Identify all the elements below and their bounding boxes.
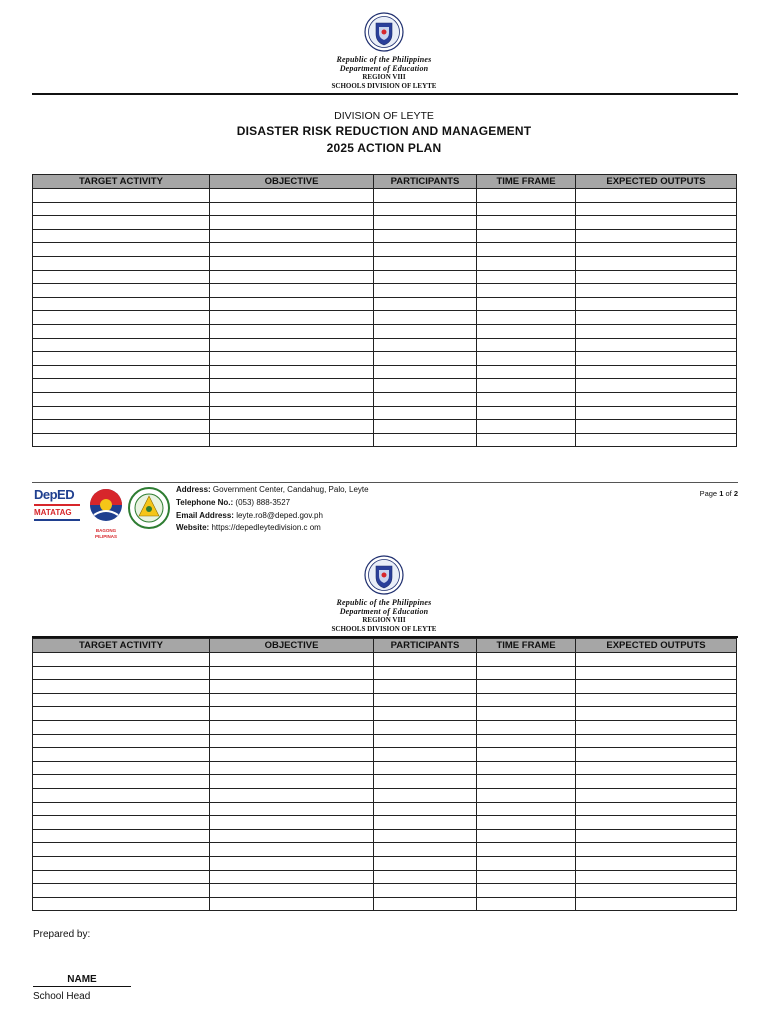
table-cell[interactable]	[576, 365, 737, 379]
table-cell[interactable]	[374, 693, 477, 707]
table-row	[33, 802, 737, 816]
table-cell[interactable]	[33, 666, 210, 680]
table-cell[interactable]	[210, 761, 374, 775]
col-objective: OBJECTIVE	[210, 639, 374, 653]
table-cell[interactable]	[477, 324, 576, 338]
header-republic: Republic of the Philippines	[336, 598, 432, 607]
action-plan-table-page2	[32, 638, 737, 911]
table-cell[interactable]	[33, 352, 210, 366]
table-cell[interactable]	[576, 788, 737, 802]
table-cell[interactable]	[33, 297, 210, 311]
address-line	[176, 484, 369, 497]
table-cell[interactable]	[210, 653, 374, 667]
table-row	[33, 365, 737, 379]
table-cell[interactable]	[210, 365, 374, 379]
deped-logo-text: DepED	[34, 487, 75, 502]
table-cell[interactable]	[576, 324, 737, 338]
table-cell[interactable]	[210, 829, 374, 843]
table-cell[interactable]	[374, 720, 477, 734]
table-cell[interactable]	[477, 297, 576, 311]
table-cell[interactable]	[477, 748, 576, 762]
table-row	[33, 311, 737, 325]
table-cell[interactable]	[477, 433, 576, 447]
table-cell[interactable]	[33, 843, 210, 857]
page-current: 1	[719, 489, 724, 498]
table-cell[interactable]	[33, 707, 210, 721]
table-cell[interactable]	[210, 666, 374, 680]
table-cell[interactable]	[210, 243, 374, 257]
table-cell[interactable]	[210, 229, 374, 243]
table-row	[33, 693, 737, 707]
table-cell[interactable]	[477, 775, 576, 789]
website-label: Website:	[176, 523, 210, 533]
table-cell[interactable]	[374, 775, 477, 789]
table-cell[interactable]	[33, 284, 210, 298]
table-cell[interactable]	[210, 324, 374, 338]
table-cell[interactable]	[210, 802, 374, 816]
table-cell[interactable]	[210, 338, 374, 352]
table-cell[interactable]	[374, 365, 477, 379]
table-cell[interactable]	[576, 761, 737, 775]
table-row	[33, 788, 737, 802]
header-division: SCHOOLS DIVISION OF LEYTE	[331, 82, 437, 90]
table-cell[interactable]	[576, 666, 737, 680]
table-cell[interactable]	[210, 816, 374, 830]
table-cell[interactable]	[576, 352, 737, 366]
table-cell[interactable]	[477, 843, 576, 857]
table-row	[33, 884, 737, 898]
telephone-value: (053) 888-3527	[235, 497, 291, 507]
table-cell[interactable]	[33, 243, 210, 257]
table-cell[interactable]	[477, 420, 576, 434]
table-cell[interactable]	[33, 365, 210, 379]
table-cell[interactable]	[477, 693, 576, 707]
page-of: of	[725, 489, 732, 498]
table-cell[interactable]	[210, 748, 374, 762]
table-cell[interactable]	[374, 870, 477, 884]
col-expected-outputs: EXPECTED OUTPUTS	[576, 175, 737, 189]
table-row	[33, 270, 737, 284]
table-cell[interactable]	[33, 311, 210, 325]
table-cell[interactable]	[374, 284, 477, 298]
header-republic: Republic of the Philippines	[336, 55, 432, 64]
table-row	[33, 256, 737, 270]
deped-seal-icon	[364, 12, 404, 52]
table-cell[interactable]	[477, 365, 576, 379]
table-cell[interactable]	[374, 884, 477, 898]
table-cell[interactable]	[576, 202, 737, 216]
website-value: https://depedleytedivision.c om	[211, 523, 321, 533]
table-row	[33, 666, 737, 680]
table-cell[interactable]	[477, 720, 576, 734]
table-cell[interactable]	[33, 856, 210, 870]
table-row	[33, 870, 737, 884]
table-cell[interactable]	[210, 897, 374, 911]
table-row	[33, 229, 737, 243]
table-cell[interactable]	[210, 202, 374, 216]
table-cell[interactable]	[210, 734, 374, 748]
table-cell[interactable]	[576, 406, 737, 420]
table-row	[33, 406, 737, 420]
col-expected-outputs: EXPECTED OUTPUTS	[576, 639, 737, 653]
table-cell[interactable]	[33, 338, 210, 352]
table-cell[interactable]	[477, 189, 576, 203]
table-cell[interactable]	[374, 392, 477, 406]
table-cell[interactable]	[33, 324, 210, 338]
table-row	[33, 829, 737, 843]
table-cell[interactable]	[33, 256, 210, 270]
table-cell[interactable]	[33, 734, 210, 748]
signatory-role: School Head	[33, 991, 91, 1002]
table-cell[interactable]	[576, 420, 737, 434]
table-cell[interactable]	[210, 433, 374, 447]
table-cell[interactable]	[477, 788, 576, 802]
table-cell[interactable]	[210, 311, 374, 325]
header-region: REGION VIII	[362, 616, 406, 624]
table-cell[interactable]	[374, 256, 477, 270]
table-cell[interactable]	[374, 802, 477, 816]
signatory-name: NAME	[33, 974, 131, 987]
telephone-line	[176, 497, 369, 510]
table-cell[interactable]	[210, 843, 374, 857]
table-cell[interactable]	[477, 379, 576, 393]
table-row	[33, 707, 737, 721]
table-cell[interactable]	[477, 270, 576, 284]
table-cell[interactable]	[576, 734, 737, 748]
table-header-row	[33, 175, 737, 189]
table-cell[interactable]	[33, 720, 210, 734]
deped-matatag-logo	[34, 488, 80, 528]
table-cell[interactable]	[33, 433, 210, 447]
table-cell[interactable]	[477, 870, 576, 884]
table-cell[interactable]	[210, 707, 374, 721]
table-row	[33, 897, 737, 911]
table-cell[interactable]	[576, 748, 737, 762]
table-cell[interactable]	[576, 270, 737, 284]
table-row	[33, 352, 737, 366]
table-cell[interactable]	[477, 666, 576, 680]
table-row	[33, 297, 737, 311]
col-time-frame: TIME FRAME	[477, 175, 576, 189]
table-cell[interactable]	[477, 829, 576, 843]
table-cell[interactable]	[576, 297, 737, 311]
table-cell[interactable]	[374, 734, 477, 748]
table-cell[interactable]	[576, 693, 737, 707]
table-cell[interactable]	[576, 189, 737, 203]
table-row	[33, 284, 737, 298]
table-cell[interactable]	[576, 870, 737, 884]
table-cell[interactable]	[33, 420, 210, 434]
table-cell[interactable]	[374, 270, 477, 284]
page-number	[660, 489, 738, 498]
table-cell[interactable]	[477, 243, 576, 257]
table-cell[interactable]	[576, 379, 737, 393]
prepared-by-label: Prepared by:	[33, 929, 91, 940]
table-cell[interactable]	[33, 761, 210, 775]
table-row	[33, 653, 737, 667]
bagong-pilipinas-icon	[86, 487, 126, 523]
table-cell[interactable]	[576, 311, 737, 325]
table-cell[interactable]	[576, 433, 737, 447]
telephone-label: Telephone No.:	[176, 497, 234, 507]
table-cell[interactable]	[210, 216, 374, 230]
table-cell[interactable]	[477, 256, 576, 270]
table-header-row	[33, 639, 737, 653]
table-cell[interactable]	[374, 202, 477, 216]
table-row	[33, 189, 737, 203]
website-line	[176, 522, 369, 535]
table-cell[interactable]	[477, 284, 576, 298]
table-cell[interactable]	[374, 748, 477, 762]
table-cell[interactable]	[477, 392, 576, 406]
table-cell[interactable]	[576, 707, 737, 721]
table-cell[interactable]	[33, 897, 210, 911]
email-line	[176, 510, 369, 523]
table-cell[interactable]	[477, 653, 576, 667]
col-participants: PARTICIPANTS	[374, 639, 477, 653]
table-cell[interactable]	[210, 775, 374, 789]
table-row	[33, 680, 737, 694]
table-cell[interactable]	[374, 856, 477, 870]
page-total: 2	[733, 489, 738, 498]
table-cell[interactable]	[576, 338, 737, 352]
table-cell[interactable]	[576, 680, 737, 694]
table-row	[33, 775, 737, 789]
table-cell[interactable]	[374, 379, 477, 393]
document-subtitle: 2025 ACTION PLAN	[326, 141, 442, 155]
table-cell[interactable]	[374, 229, 477, 243]
table-row	[33, 734, 737, 748]
table-cell[interactable]	[374, 788, 477, 802]
table-row	[33, 243, 737, 257]
table-cell[interactable]	[33, 775, 210, 789]
email-value: leyte.ro8@deped.gov.ph	[236, 510, 323, 520]
table-cell[interactable]	[576, 392, 737, 406]
table-cell[interactable]	[210, 379, 374, 393]
table-cell[interactable]	[374, 680, 477, 694]
table-cell[interactable]	[374, 216, 477, 230]
table-cell[interactable]	[33, 653, 210, 667]
table-cell[interactable]	[210, 884, 374, 898]
table-cell[interactable]	[374, 352, 477, 366]
table-cell[interactable]	[576, 243, 737, 257]
table-cell[interactable]	[374, 406, 477, 420]
document-titles	[0, 110, 768, 157]
table-cell[interactable]	[33, 816, 210, 830]
table-cell[interactable]	[576, 284, 737, 298]
table-row	[33, 392, 737, 406]
table-cell[interactable]	[33, 680, 210, 694]
table-cell[interactable]	[210, 420, 374, 434]
address-value: Government Center, Candahug, Palo, Leyte	[212, 485, 369, 494]
bagong-pilipinas-logo	[86, 487, 126, 539]
table-cell[interactable]	[210, 870, 374, 884]
table-cell[interactable]	[477, 802, 576, 816]
table-cell[interactable]	[33, 270, 210, 284]
col-target-activity: TARGET ACTIVITY	[33, 639, 210, 653]
table-cell[interactable]	[210, 693, 374, 707]
table-cell[interactable]	[374, 666, 477, 680]
table-cell[interactable]	[576, 256, 737, 270]
table-cell[interactable]	[477, 216, 576, 230]
table-cell[interactable]	[576, 897, 737, 911]
table-cell[interactable]	[374, 189, 477, 203]
table-cell[interactable]	[576, 856, 737, 870]
table-cell[interactable]	[374, 843, 477, 857]
table-cell[interactable]	[210, 680, 374, 694]
table-cell[interactable]	[210, 392, 374, 406]
table-cell[interactable]	[477, 816, 576, 830]
page-prefix: Page	[699, 489, 718, 498]
table-row	[33, 216, 737, 230]
table-cell[interactable]	[33, 884, 210, 898]
table-cell[interactable]	[33, 379, 210, 393]
table-cell[interactable]	[210, 788, 374, 802]
address-label: Address:	[176, 485, 211, 494]
table-cell[interactable]	[576, 816, 737, 830]
col-time-frame: TIME FRAME	[477, 639, 576, 653]
table-cell[interactable]	[477, 352, 576, 366]
table-cell[interactable]	[33, 392, 210, 406]
table-cell[interactable]	[33, 748, 210, 762]
table-cell[interactable]	[374, 897, 477, 911]
table-cell[interactable]	[477, 734, 576, 748]
contact-info	[176, 484, 369, 535]
table-row	[33, 202, 737, 216]
table-cell[interactable]	[477, 311, 576, 325]
table-cell[interactable]	[477, 884, 576, 898]
table-cell[interactable]	[576, 653, 737, 667]
table-row	[33, 720, 737, 734]
table-cell[interactable]	[210, 270, 374, 284]
table-cell[interactable]	[374, 433, 477, 447]
col-objective: OBJECTIVE	[210, 175, 374, 189]
table-cell[interactable]	[477, 761, 576, 775]
table-cell[interactable]	[477, 202, 576, 216]
table-cell[interactable]	[33, 870, 210, 884]
table-cell[interactable]	[374, 324, 477, 338]
matatag-logo-text: MATATAG	[34, 508, 72, 517]
table-row	[33, 379, 737, 393]
table-cell[interactable]	[374, 829, 477, 843]
table-cell[interactable]	[477, 707, 576, 721]
table-cell[interactable]	[210, 297, 374, 311]
header-region: REGION VIII	[362, 73, 406, 81]
col-participants: PARTICIPANTS	[374, 175, 477, 189]
footer-divider	[32, 482, 738, 483]
table-row	[33, 816, 737, 830]
table-cell[interactable]	[576, 843, 737, 857]
header-division: SCHOOLS DIVISION OF LEYTE	[331, 625, 437, 633]
table-cell[interactable]	[477, 229, 576, 243]
table-cell[interactable]	[210, 352, 374, 366]
table-cell[interactable]	[33, 216, 210, 230]
table-cell[interactable]	[33, 788, 210, 802]
table-cell[interactable]	[210, 720, 374, 734]
table-cell[interactable]	[576, 829, 737, 843]
table-cell[interactable]	[374, 761, 477, 775]
table-cell[interactable]	[33, 406, 210, 420]
table-cell[interactable]	[477, 897, 576, 911]
action-plan-table	[32, 174, 737, 447]
division-label: DIVISION OF LEYTE	[334, 110, 434, 122]
table-cell[interactable]	[210, 856, 374, 870]
table-cell[interactable]	[374, 653, 477, 667]
agency-header-page2	[0, 598, 768, 634]
table-cell[interactable]	[576, 229, 737, 243]
table-cell[interactable]	[33, 229, 210, 243]
table-cell[interactable]	[210, 256, 374, 270]
table-cell[interactable]	[374, 707, 477, 721]
table-cell[interactable]	[374, 816, 477, 830]
table-cell[interactable]	[210, 284, 374, 298]
table-cell[interactable]	[374, 297, 477, 311]
table-row	[33, 843, 737, 857]
table-cell[interactable]	[374, 311, 477, 325]
table-cell[interactable]	[477, 680, 576, 694]
agency-header	[0, 55, 768, 91]
table-row	[33, 420, 737, 434]
table-cell[interactable]	[576, 884, 737, 898]
header-divider	[32, 93, 738, 95]
table-cell[interactable]	[576, 720, 737, 734]
col-target-activity: TARGET ACTIVITY	[33, 175, 210, 189]
table-cell[interactable]	[33, 802, 210, 816]
table-cell[interactable]	[374, 420, 477, 434]
table-cell[interactable]	[576, 802, 737, 816]
table-cell[interactable]	[210, 406, 374, 420]
table-cell[interactable]	[374, 243, 477, 257]
bagong-pilipinas-text: BAGONG PILIPINAS	[94, 528, 117, 539]
table-row	[33, 324, 737, 338]
table-row	[33, 856, 737, 870]
document-title: DISASTER RISK REDUCTION AND MANAGEMENT	[236, 124, 532, 138]
table-row	[33, 748, 737, 762]
table-cell[interactable]	[374, 338, 477, 352]
table-cell[interactable]	[33, 693, 210, 707]
table-cell[interactable]	[576, 216, 737, 230]
table-cell[interactable]	[477, 338, 576, 352]
table-cell[interactable]	[33, 202, 210, 216]
table-cell[interactable]	[477, 856, 576, 870]
table-cell[interactable]	[576, 775, 737, 789]
table-row	[33, 338, 737, 352]
table-cell[interactable]	[33, 829, 210, 843]
division-seal-icon	[128, 487, 170, 529]
table-cell[interactable]	[477, 406, 576, 420]
table-row	[33, 433, 737, 447]
table-row	[33, 761, 737, 775]
header-department: Department of Education	[339, 64, 429, 73]
header-department: Department of Education	[339, 607, 429, 616]
email-label: Email Address:	[176, 510, 234, 520]
table-cell[interactable]	[33, 189, 210, 203]
deped-seal-icon-page2	[364, 555, 404, 595]
table-cell[interactable]	[210, 189, 374, 203]
